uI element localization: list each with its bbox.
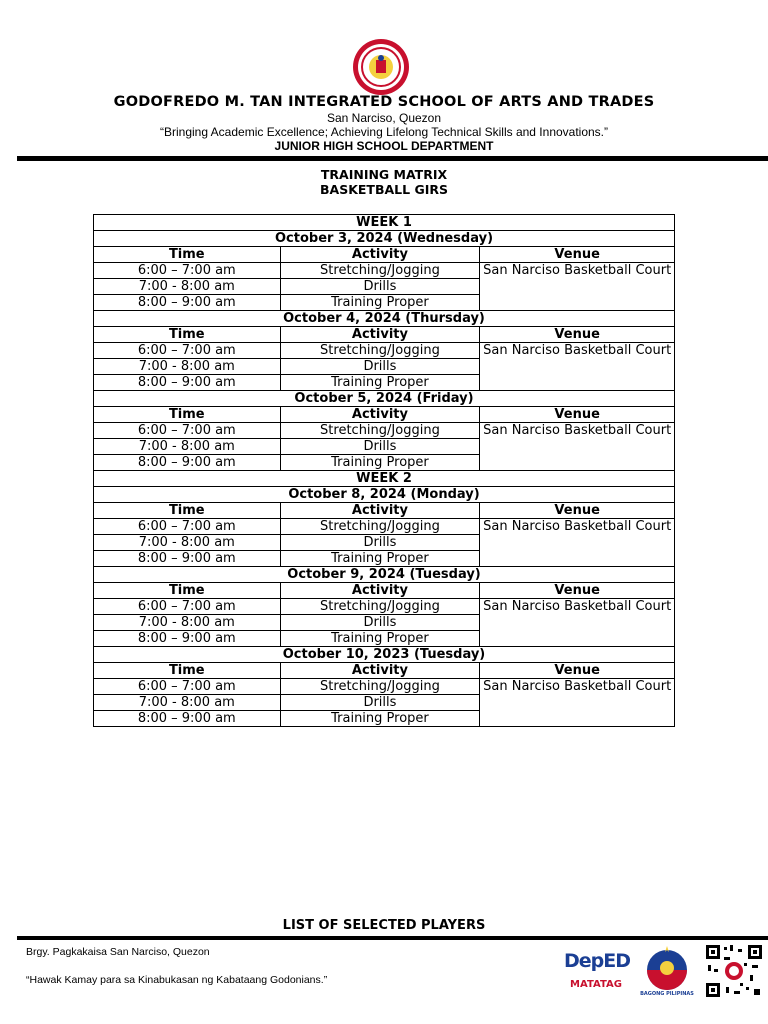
column-header-row xyxy=(94,583,675,599)
activity-cell: Training Proper xyxy=(280,551,480,567)
date-label: October 5, 2024 (Friday) xyxy=(94,391,675,407)
column-header-activity: Activity xyxy=(280,583,480,599)
column-header-row xyxy=(94,663,675,679)
column-header-venue: Venue xyxy=(480,663,675,679)
column-header-venue: Venue xyxy=(480,247,675,263)
column-header-activity: Activity xyxy=(280,327,480,343)
column-header-row xyxy=(94,407,675,423)
bagong-pilipinas-logo xyxy=(636,944,698,1000)
column-header-row xyxy=(94,503,675,519)
column-header-venue: Venue xyxy=(480,503,675,519)
venue-cell: San Narciso Basketball Court xyxy=(480,263,675,311)
time-cell: 6:00 – 7:00 am xyxy=(94,343,281,359)
column-header-time: Time xyxy=(94,247,281,263)
document-subtitle: BASKETBALL GIRS xyxy=(320,182,448,197)
date-label-row xyxy=(94,311,675,327)
table-row xyxy=(94,423,675,439)
week-label-row xyxy=(94,471,675,487)
date-label: October 3, 2024 (Wednesday) xyxy=(94,231,675,247)
time-cell: 8:00 – 9:00 am xyxy=(94,711,281,727)
table-row xyxy=(94,343,675,359)
date-label-row xyxy=(94,487,675,503)
table-row xyxy=(94,519,675,535)
activity-cell: Drills xyxy=(280,279,480,295)
footer-divider xyxy=(17,936,768,940)
list-title: LIST OF SELECTED PLAYERS xyxy=(282,918,486,933)
venue-cell: San Narciso Basketball Court xyxy=(480,423,675,471)
activity-cell: Stretching/Jogging xyxy=(280,343,480,359)
qr-code-icon xyxy=(704,943,764,999)
activity-cell: Drills xyxy=(280,615,480,631)
week-label-row xyxy=(94,215,675,231)
time-cell: 8:00 – 9:00 am xyxy=(94,295,281,311)
activity-cell: Drills xyxy=(280,535,480,551)
document-title: TRAINING MATRIX xyxy=(320,167,448,182)
document-title-block xyxy=(0,167,768,197)
deped-logo xyxy=(564,946,631,998)
date-label: October 9, 2024 (Tuesday) xyxy=(94,567,675,583)
venue-cell: San Narciso Basketball Court xyxy=(480,343,675,391)
activity-cell: Stretching/Jogging xyxy=(280,679,480,695)
school-name: GODOFREDO M. TAN INTEGRATED SCHOOL OF ARTS AND TRADES xyxy=(113,94,655,110)
time-cell: 8:00 – 9:00 am xyxy=(94,631,281,647)
column-header-activity: Activity xyxy=(280,503,480,519)
time-cell: 7:00 - 8:00 am xyxy=(94,279,281,295)
activity-cell: Drills xyxy=(280,439,480,455)
activity-cell: Stretching/Jogging xyxy=(280,519,480,535)
column-header-venue: Venue xyxy=(480,327,675,343)
time-cell: 7:00 - 8:00 am xyxy=(94,535,281,551)
date-label: October 4, 2024 (Thursday) xyxy=(94,311,675,327)
school-address: San Narciso, Quezon xyxy=(326,111,442,125)
activity-cell: Stretching/Jogging xyxy=(280,423,480,439)
activity-cell: Stretching/Jogging xyxy=(280,599,480,615)
date-label-row xyxy=(94,567,675,583)
activity-cell: Drills xyxy=(280,695,480,711)
venue-cell: San Narciso Basketball Court xyxy=(480,519,675,567)
column-header-time: Time xyxy=(94,407,281,423)
footer-motto: “Hawak Kamay para sa Kinabukasan ng Kabataang Godonians.” xyxy=(26,974,328,986)
matatag-logo-text: MATATAG xyxy=(570,979,622,990)
week-label: WEEK 2 xyxy=(94,471,675,487)
date-label-row xyxy=(94,231,675,247)
date-label-row xyxy=(94,391,675,407)
time-cell: 8:00 – 9:00 am xyxy=(94,375,281,391)
activity-cell: Drills xyxy=(280,359,480,375)
time-cell: 7:00 - 8:00 am xyxy=(94,615,281,631)
activity-cell: Training Proper xyxy=(280,295,480,311)
time-cell: 6:00 – 7:00 am xyxy=(94,263,281,279)
venue-cell: San Narciso Basketball Court xyxy=(480,599,675,647)
time-cell: 6:00 – 7:00 am xyxy=(94,599,281,615)
time-cell: 8:00 – 9:00 am xyxy=(94,455,281,471)
school-motto: “Bringing Academic Excellence; Achieving Lifelong Technical Skills and Innovations.” xyxy=(159,125,609,139)
column-header-row xyxy=(94,327,675,343)
date-label: October 10, 2023 (Tuesday) xyxy=(94,647,675,663)
table-row xyxy=(94,599,675,615)
column-header-time: Time xyxy=(94,327,281,343)
deped-logo-text: DepED xyxy=(564,950,631,972)
time-cell: 7:00 - 8:00 am xyxy=(94,359,281,375)
time-cell: 6:00 – 7:00 am xyxy=(94,679,281,695)
column-header-activity: Activity xyxy=(280,663,480,679)
activity-cell: Training Proper xyxy=(280,455,480,471)
header-divider xyxy=(17,156,768,161)
time-cell: 8:00 – 9:00 am xyxy=(94,551,281,567)
column-header-time: Time xyxy=(94,503,281,519)
bagong-pilipinas-text: BAGONG PILIPINAS xyxy=(640,991,694,997)
venue-cell: San Narciso Basketball Court xyxy=(480,679,675,727)
time-cell: 7:00 - 8:00 am xyxy=(94,695,281,711)
column-header-venue: Venue xyxy=(480,583,675,599)
column-header-time: Time xyxy=(94,663,281,679)
training-matrix-table xyxy=(93,214,675,727)
time-cell: 6:00 – 7:00 am xyxy=(94,423,281,439)
activity-cell: Training Proper xyxy=(280,631,480,647)
time-cell: 6:00 – 7:00 am xyxy=(94,519,281,535)
date-label-row xyxy=(94,647,675,663)
activity-cell: Stretching/Jogging xyxy=(280,263,480,279)
activity-cell: Training Proper xyxy=(280,375,480,391)
bagong-pilipinas-icon xyxy=(636,944,698,992)
week-label: WEEK 1 xyxy=(94,215,675,231)
column-header-row xyxy=(94,247,675,263)
school-seal-icon xyxy=(350,38,412,96)
column-header-time: Time xyxy=(94,583,281,599)
table-row xyxy=(94,263,675,279)
column-header-activity: Activity xyxy=(280,247,480,263)
activity-cell: Training Proper xyxy=(280,711,480,727)
column-header-venue: Venue xyxy=(480,407,675,423)
date-label: October 8, 2024 (Monday) xyxy=(94,487,675,503)
table-row xyxy=(94,679,675,695)
column-header-activity: Activity xyxy=(280,407,480,423)
time-cell: 7:00 - 8:00 am xyxy=(94,439,281,455)
footer-address: Brgy. Pagkakaisa San Narciso, Quezon xyxy=(26,946,210,958)
school-department: JUNIOR HIGH SCHOOL DEPARTMENT xyxy=(274,139,494,153)
